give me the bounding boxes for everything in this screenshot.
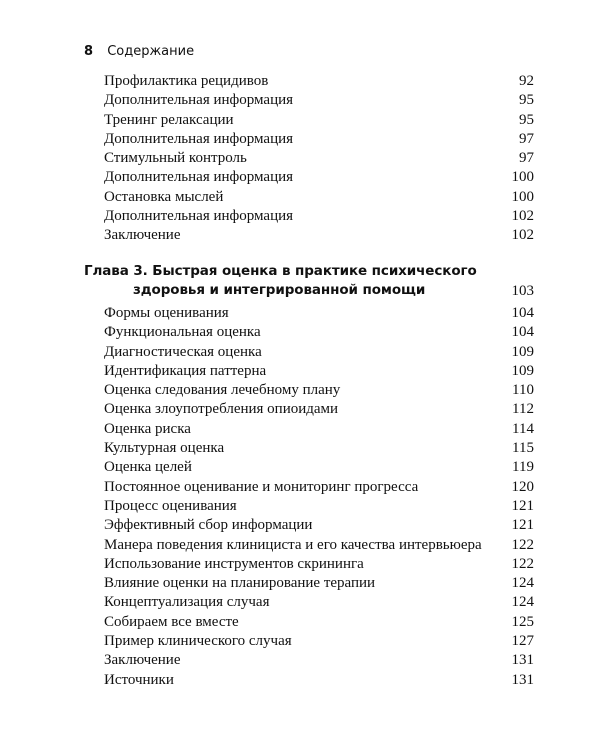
toc-entry-title: Тренинг релаксации — [104, 111, 234, 128]
toc-entry-page: 110 — [512, 382, 534, 399]
toc-entry-page: 131 — [511, 671, 534, 688]
chapter-page: 103 — [511, 283, 534, 299]
toc-entry-title: Оценка следования лечебному плану — [104, 382, 341, 399]
toc-entry-title: Пример клинического случая — [104, 633, 292, 650]
toc-entry-title: Заключение — [104, 227, 181, 244]
toc-entry[interactable] — [104, 226, 534, 245]
toc-entry-title: Дополнительная информация — [104, 208, 294, 225]
toc-section-before — [104, 72, 534, 246]
toc-entry[interactable] — [104, 536, 534, 555]
toc-entry[interactable] — [104, 362, 534, 381]
toc-entry[interactable] — [104, 593, 534, 612]
toc-entry-page: 122 — [511, 555, 534, 572]
toc-entry-title: Профилактика рецидивов — [104, 73, 269, 89]
toc-entry[interactable] — [104, 381, 534, 400]
toc-entry-title: Оценка риска — [104, 420, 191, 437]
toc-entry-title: Оценка злоупотребления опиоидами — [104, 401, 339, 418]
toc-entry-page: 95 — [519, 92, 534, 109]
toc-entry-page: 97 — [519, 130, 534, 147]
toc-entry[interactable] — [104, 168, 534, 187]
toc-entry-title: Оценка целей — [104, 459, 192, 476]
toc-entry-page: 112 — [512, 401, 534, 418]
toc-entry[interactable] — [104, 343, 534, 362]
toc-entry-title: Концептуализация случая — [104, 594, 270, 611]
toc-entry[interactable] — [104, 555, 534, 574]
toc-entry-title: Собираем все вместе — [104, 613, 239, 630]
toc-entry-title: Функциональная оценка — [104, 324, 261, 341]
toc-entry[interactable] — [104, 671, 534, 690]
toc-entry-page: 97 — [519, 150, 534, 167]
toc-entry-page: 109 — [511, 343, 534, 360]
toc-entry-page: 104 — [511, 324, 534, 341]
toc-entry-title: Формы оценивания — [104, 305, 229, 321]
toc-entry[interactable] — [104, 111, 534, 130]
toc-entry[interactable] — [104, 207, 534, 226]
toc-entry-title: Культурная оценка — [104, 440, 225, 457]
toc-entry[interactable] — [104, 304, 534, 323]
toc-entry[interactable] — [104, 497, 534, 516]
toc-entry[interactable] — [104, 72, 534, 91]
toc-entry[interactable] — [104, 420, 534, 439]
toc-entry-page: 114 — [512, 420, 534, 437]
toc-entry[interactable] — [104, 516, 534, 535]
chapter-heading[interactable] — [84, 262, 534, 302]
chapter-title-line1: Глава 3. Быстрая оценка в практике психического — [84, 263, 477, 279]
toc-entry-title: Использование инструментов скрининга — [104, 555, 364, 572]
toc-entry-title: Дополнительная информация — [104, 130, 294, 147]
running-header — [84, 44, 194, 60]
toc-entry-title: Манера поведения клинициста и его качества интервьюера — [104, 536, 482, 553]
toc-entry-title: Дополнительная информация — [104, 169, 294, 186]
toc-entry-page: 124 — [511, 594, 534, 611]
toc-entry[interactable] — [104, 613, 534, 632]
toc-entry[interactable] — [104, 478, 534, 497]
toc-entry[interactable] — [104, 439, 534, 458]
toc-entry[interactable] — [104, 574, 534, 593]
chapter-title-line2: здоровья и интегрированной помощи — [133, 282, 426, 298]
toc-entry[interactable] — [104, 458, 534, 477]
page-number: 8 — [84, 44, 94, 59]
toc-entry[interactable] — [104, 651, 534, 670]
toc-entry-page: 92 — [519, 73, 534, 89]
toc-entry-page: 100 — [511, 188, 534, 205]
toc-entry[interactable] — [104, 632, 534, 651]
running-title: Содержание — [107, 44, 195, 59]
toc-entry-page: 122 — [511, 536, 534, 553]
toc-entry-page: 124 — [511, 575, 534, 592]
toc-entry-title: Источники — [104, 671, 174, 688]
toc-chapter-entries — [104, 304, 534, 690]
toc-entry-page: 125 — [511, 613, 534, 630]
toc-entry-page: 131 — [511, 652, 534, 669]
toc-entry-title: Постоянное оценивание и мониторинг прогресса — [104, 478, 419, 495]
toc-entry[interactable] — [104, 323, 534, 342]
toc-entry-page: 95 — [519, 111, 534, 128]
toc-entry-title: Идентификация паттерна — [104, 362, 267, 379]
toc-entry-page: 104 — [511, 305, 534, 321]
toc-entry-title: Заключение — [104, 652, 181, 669]
toc-entry-page: 127 — [511, 633, 534, 650]
toc-entry-page: 115 — [512, 440, 534, 457]
toc-entry-page: 109 — [511, 362, 534, 379]
toc-entry-page: 102 — [511, 208, 534, 225]
toc-entry-title: Дополнительная информация — [104, 92, 294, 109]
toc-entry[interactable] — [104, 188, 534, 207]
toc-entry[interactable] — [104, 91, 534, 110]
toc-entry-title: Эффективный сбор информации — [104, 517, 313, 534]
toc-entry-title: Стимульный контроль — [104, 150, 247, 167]
toc-entry[interactable] — [104, 130, 534, 149]
toc-entry-title: Процесс оценивания — [104, 497, 237, 514]
toc-entry-title: Влияние оценки на планирование терапии — [104, 575, 376, 592]
toc-entry-title: Остановка мыслей — [104, 188, 224, 205]
toc-entry-page: 121 — [511, 497, 534, 514]
toc-entry-page: 119 — [512, 459, 534, 476]
toc-entry[interactable] — [104, 149, 534, 168]
toc-entry-page: 100 — [511, 169, 534, 186]
toc-entry-page: 121 — [511, 517, 534, 534]
toc-entry[interactable] — [104, 400, 534, 419]
toc-entry-page: 120 — [511, 478, 534, 495]
toc-entry-page: 102 — [511, 227, 534, 244]
toc-entry-title: Диагностическая оценка — [104, 343, 262, 360]
